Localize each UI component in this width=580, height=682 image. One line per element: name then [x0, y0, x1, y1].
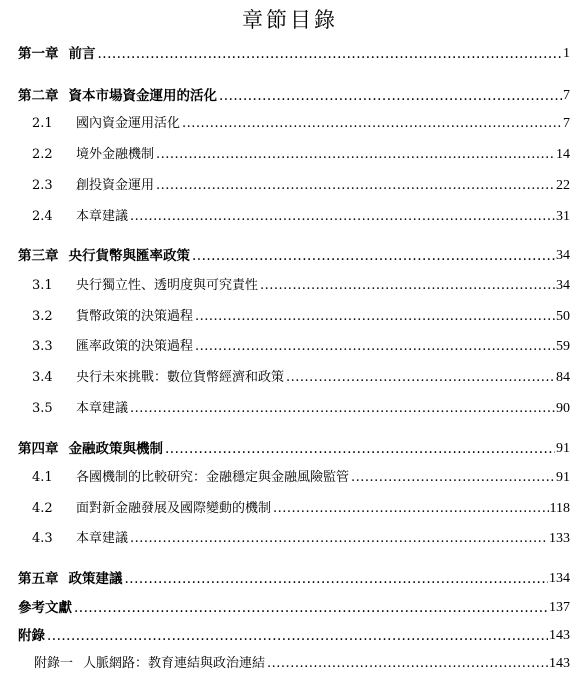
toc-entry [0, 143, 580, 163]
toc-entry-page: 22 [556, 178, 570, 193]
toc-entry [0, 497, 580, 517]
toc-entry-page: 50 [556, 309, 570, 324]
toc-entry-label [0, 278, 258, 294]
toc-entry [0, 205, 580, 225]
toc-entry-label [0, 531, 128, 547]
toc-entry-title: 前言 [68, 46, 96, 62]
toc-entry-label [0, 248, 190, 264]
toc-entry-number: 3.2 [32, 309, 53, 324]
toc-entry-title: 國內資金運用活化 [76, 116, 181, 131]
dot-leader [351, 470, 555, 486]
toc-entry-page: 137 [549, 600, 570, 615]
toc-entry-title: 附錄 [18, 628, 45, 644]
toc-entry-title: 貨幣政策的決策過程 [76, 309, 194, 324]
toc-entry-number: 3.4 [32, 370, 53, 385]
toc-entry-title: 創投資金運用 [76, 178, 155, 193]
toc-entry-page: 34 [556, 248, 570, 263]
toc-entry-label [0, 339, 193, 355]
toc-entry-number: 第二章 [18, 88, 59, 104]
toc-entry [0, 527, 580, 547]
toc-entry-number: 第五章 [18, 571, 59, 587]
toc-entry [0, 274, 580, 294]
toc-entry [0, 652, 580, 672]
toc-entry-number: 4.1 [32, 470, 53, 485]
dot-leader [182, 116, 562, 132]
toc-entry-label [0, 88, 217, 104]
toc-entry [0, 437, 580, 457]
toc-entry-page: 134 [549, 571, 570, 586]
toc-entry-page: 59 [556, 339, 570, 354]
toc-entry-title: 金融政策與機制 [68, 441, 163, 457]
toc-entry-title: 境外金融機制 [76, 147, 155, 162]
toc-entry [0, 366, 580, 386]
toc-entry-label [0, 401, 128, 417]
toc-entry-title: 央行獨立性、透明度與可究責性 [76, 278, 259, 293]
toc-entry-title: 匯率政策的決策過程 [76, 339, 194, 354]
toc-entry-page: 91 [556, 441, 570, 456]
toc-entry-page: 31 [556, 209, 570, 224]
toc-entry-page: 143 [549, 628, 570, 643]
toc-entry-title: 本章建議 [76, 531, 129, 546]
toc-entry-label [0, 441, 163, 457]
toc-entry-label [0, 178, 154, 194]
toc-entry-number: 3.3 [32, 339, 53, 354]
dot-leader [130, 401, 555, 417]
toc-entry-title: 央行未來挑戰：數位貨幣經濟和政策 [76, 370, 285, 385]
toc-entry [0, 174, 580, 194]
dot-leader [98, 46, 563, 62]
toc-entry-page: 91 [556, 470, 570, 485]
dot-leader [192, 248, 555, 264]
toc-entry-title: 各國機制的比較研究：金融穩定與金融風險監管 [76, 470, 350, 485]
toc-entry-label [0, 370, 284, 386]
toc-entry-number: 第四章 [18, 441, 59, 457]
toc-entry-number: 附錄一 [34, 656, 74, 671]
toc-entry-label [0, 116, 180, 132]
toc-entry-page: 143 [549, 656, 570, 671]
toc-entry-label [0, 600, 72, 616]
toc-entry-number: 3.5 [32, 401, 53, 416]
toc-entry-label [0, 46, 96, 62]
toc-entry-title: 面對新金融發展及國際變動的機制 [76, 501, 272, 516]
toc-entry-page: 34 [556, 278, 570, 293]
dot-leader [125, 571, 549, 587]
toc-entry-label [0, 571, 123, 587]
toc-entry [0, 112, 580, 132]
dot-leader [273, 501, 549, 517]
toc-entry-title: 本章建議 [76, 401, 129, 416]
toc-entry-page: 14 [556, 147, 570, 162]
dot-leader [156, 178, 555, 194]
toc-entry-title: 人脈網路：教育連結與政治連結 [83, 656, 266, 671]
dot-leader [195, 339, 555, 355]
toc-title: 章節目錄 [242, 8, 338, 32]
toc-entry [0, 397, 580, 417]
dot-leader [267, 656, 548, 672]
dot-leader [130, 531, 548, 547]
toc-entry [0, 244, 580, 264]
toc-entry-title: 參考文獻 [18, 600, 72, 616]
dot-leader [286, 370, 555, 386]
dot-leader [156, 147, 555, 163]
toc-entry-title: 資本市場資金運用的活化 [68, 88, 217, 104]
dot-leader [195, 309, 555, 325]
toc-entry-label [0, 656, 265, 672]
toc-entry-number: 2.4 [32, 209, 53, 224]
toc-entry-page: 84 [556, 370, 570, 385]
toc-entry-number: 4.3 [32, 531, 53, 546]
dot-leader [47, 628, 548, 644]
toc-entry [0, 596, 580, 616]
dot-leader [130, 209, 555, 225]
toc-entry-label [0, 501, 271, 517]
toc-entry-label [0, 470, 349, 486]
toc-entry [0, 567, 580, 587]
toc-entry-page: 1 [563, 46, 570, 61]
toc-entry-number: 第三章 [18, 248, 59, 264]
dot-leader [74, 600, 548, 616]
toc-entry-number: 2.2 [32, 147, 53, 162]
toc-entry [0, 466, 580, 486]
toc-entry-label [0, 209, 128, 225]
toc-entry [0, 335, 580, 355]
toc-entry-label [0, 628, 45, 644]
dot-leader [260, 278, 555, 294]
toc-entry-title: 政策建議 [68, 571, 123, 587]
dot-leader [165, 441, 555, 457]
toc-entry-number: 3.1 [32, 278, 53, 293]
dot-leader [219, 88, 562, 104]
toc-entry-page: 7 [563, 116, 570, 131]
toc-entry-page: 7 [563, 88, 570, 103]
toc-entry-number: 4.2 [32, 501, 53, 516]
toc-entry [0, 305, 580, 325]
toc-entry-title: 央行貨幣與匯率政策 [68, 248, 190, 264]
toc-entry-number: 2.3 [32, 178, 53, 193]
toc-entry-page: 133 [549, 531, 570, 546]
toc-entry-page: 90 [556, 401, 570, 416]
toc-entry [0, 84, 580, 104]
toc-entry-label [0, 147, 154, 163]
toc-entry-label [0, 309, 193, 325]
toc-entry [0, 42, 580, 62]
toc-entry-title: 本章建議 [76, 209, 129, 224]
toc-entry-number: 第一章 [18, 46, 59, 62]
toc-entry-page: 118 [549, 501, 570, 516]
toc-entry-number: 2.1 [32, 116, 53, 131]
toc-entry [0, 624, 580, 644]
